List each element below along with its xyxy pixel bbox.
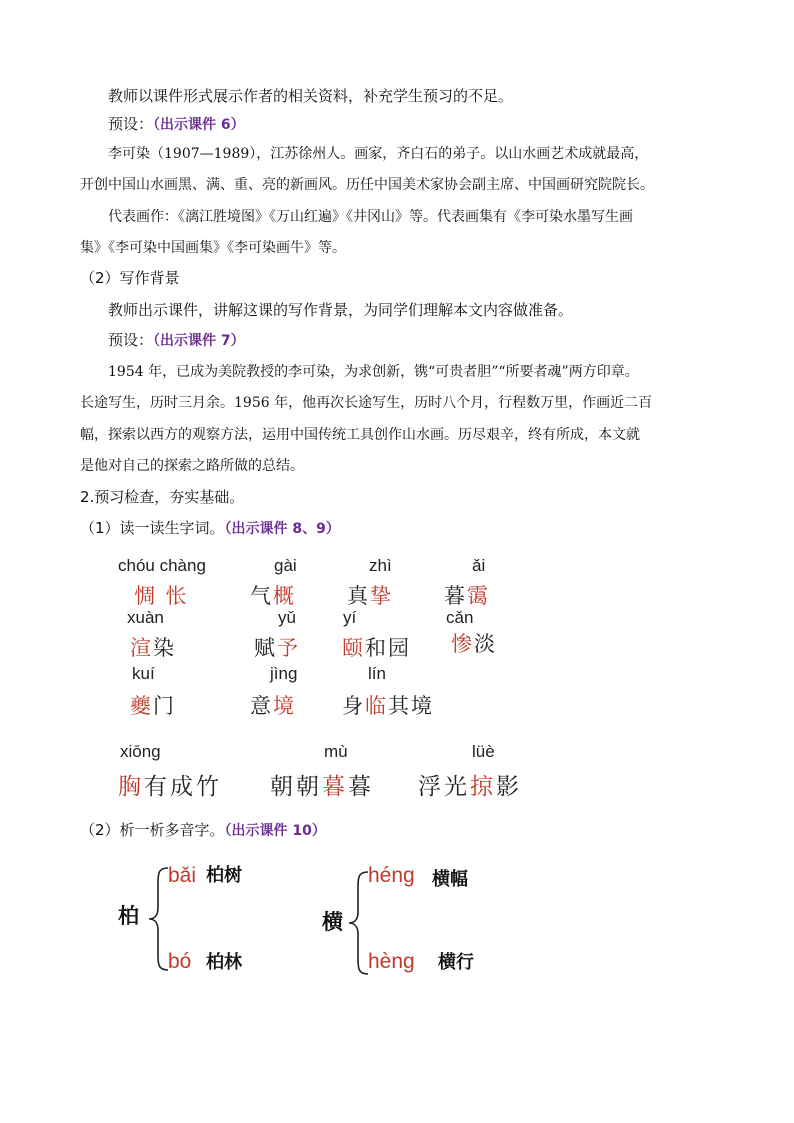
courseware-ref: （出示课件 10） xyxy=(224,823,326,839)
pinyin: yí xyxy=(343,608,357,627)
polyphone-word: 柏林 xyxy=(206,952,242,973)
pinyin: jìng xyxy=(270,664,298,683)
polyphone-char: 柏 xyxy=(118,904,139,928)
polyphone-pinyin: héng xyxy=(368,864,415,887)
vocab-word: 暮霭 xyxy=(444,584,490,608)
works-line-2: 集》《李可染中国画集》《李可染画牛》等。 xyxy=(80,240,346,256)
vocab-word: 渲染 xyxy=(130,636,176,660)
section-heading: 2.预习检查，夯实基础。 xyxy=(80,488,245,506)
pinyin: ǎi xyxy=(472,556,486,575)
background-line-3: 幅，探索以西方的观察方法，运用中国传统工具创作山水画。历尽艰辛，终有所成，本文就 xyxy=(80,427,640,443)
vocab-word: 浮光掠影 xyxy=(418,774,522,800)
bio-line-2: 开创中国山水画黑、满、重、亮的新画风。历任中国美术家协会副主席、中国画研究院院长。 xyxy=(80,177,654,193)
pinyin: cǎn xyxy=(446,608,474,627)
pinyin: chóu chàng xyxy=(118,556,206,575)
vocab-word: 惨淡 xyxy=(451,632,497,656)
pinyin: kuí xyxy=(132,664,155,683)
vocab-word: 惆 怅 xyxy=(134,584,189,608)
pinyin: gài xyxy=(274,556,297,575)
vocab-word: 胸有成竹 xyxy=(118,774,222,800)
vocab-heading xyxy=(80,518,340,539)
background-line-4: 是他对自己的探索之路所做的总结。 xyxy=(80,458,304,474)
polyphone-label: （2）析一析多音字。 xyxy=(80,821,225,839)
courseware-ref: （出示课件 6） xyxy=(153,117,245,133)
pinyin: xiōng xyxy=(120,742,161,761)
polyphone-word: 横行 xyxy=(438,952,474,973)
pinyin: yǔ xyxy=(278,608,296,627)
vocab-word: 赋予 xyxy=(254,636,300,660)
preset-line-2 xyxy=(108,330,245,351)
vocab-word: 身临其境 xyxy=(342,694,434,718)
pinyin: zhì xyxy=(369,556,392,575)
polyphone-word: 柏树 xyxy=(206,865,242,886)
brace-icon xyxy=(346,868,370,978)
background-text: 教师出示课件，讲解这课的写作背景，为同学们理解本文内容做准备。 xyxy=(108,301,574,319)
preset-label: 预设： xyxy=(108,115,154,133)
preset-label: 预设： xyxy=(108,331,154,349)
works-line-1: 代表画作：《漓江胜境图》《万山红遍》《井冈山》等。代表画集有《李可染水墨写生画 xyxy=(108,209,633,225)
bio-line-1: 李可染（1907—1989），江苏徐州人。画家，齐白石的弟子。以山水画艺术成就最高， xyxy=(108,146,649,162)
vocab-word: 意境 xyxy=(250,694,296,718)
polyphone-char: 横 xyxy=(322,910,343,934)
intro-text: 教师以课件形式展示作者的相关资料，补充学生预习的不足。 xyxy=(108,87,514,105)
pinyin: lüè xyxy=(472,742,495,761)
polyphone-pinyin: bǎi xyxy=(168,864,197,887)
background-heading: （2）写作背景 xyxy=(80,269,180,287)
polyphone-word: 横幅 xyxy=(432,869,468,890)
pinyin: lín xyxy=(368,664,386,683)
vocab-word: 夔门 xyxy=(130,694,176,718)
vocab-word: 真挚 xyxy=(347,584,393,608)
polyphone-pinyin: hèng xyxy=(368,950,415,973)
pinyin: mù xyxy=(324,742,348,761)
vocab-word: 气概 xyxy=(250,584,296,608)
pinyin: xuàn xyxy=(127,608,164,627)
polyphone-pinyin: bó xyxy=(168,950,192,973)
polyphone-heading xyxy=(80,820,326,841)
vocab-word: 朝朝暮暮 xyxy=(270,774,374,800)
brace-icon xyxy=(146,864,170,974)
courseware-ref: （出示课件 8、9） xyxy=(224,521,340,537)
background-line-1: 1954 年，已成为美院教授的李可染，为求创新，镌“可贵者胆”“所要者魂”两方印章。 xyxy=(108,364,639,380)
background-line-2: 长途写生，历时三月余。1956 年，他再次长途写生，历时八个月，行程数万里，作画近二百 xyxy=(80,395,653,411)
vocab-label: （1）读一读生字词。 xyxy=(80,519,225,537)
vocab-word: 颐和园 xyxy=(342,636,411,660)
courseware-ref: （出示课件 7） xyxy=(153,333,245,349)
preset-line-1 xyxy=(108,114,245,135)
